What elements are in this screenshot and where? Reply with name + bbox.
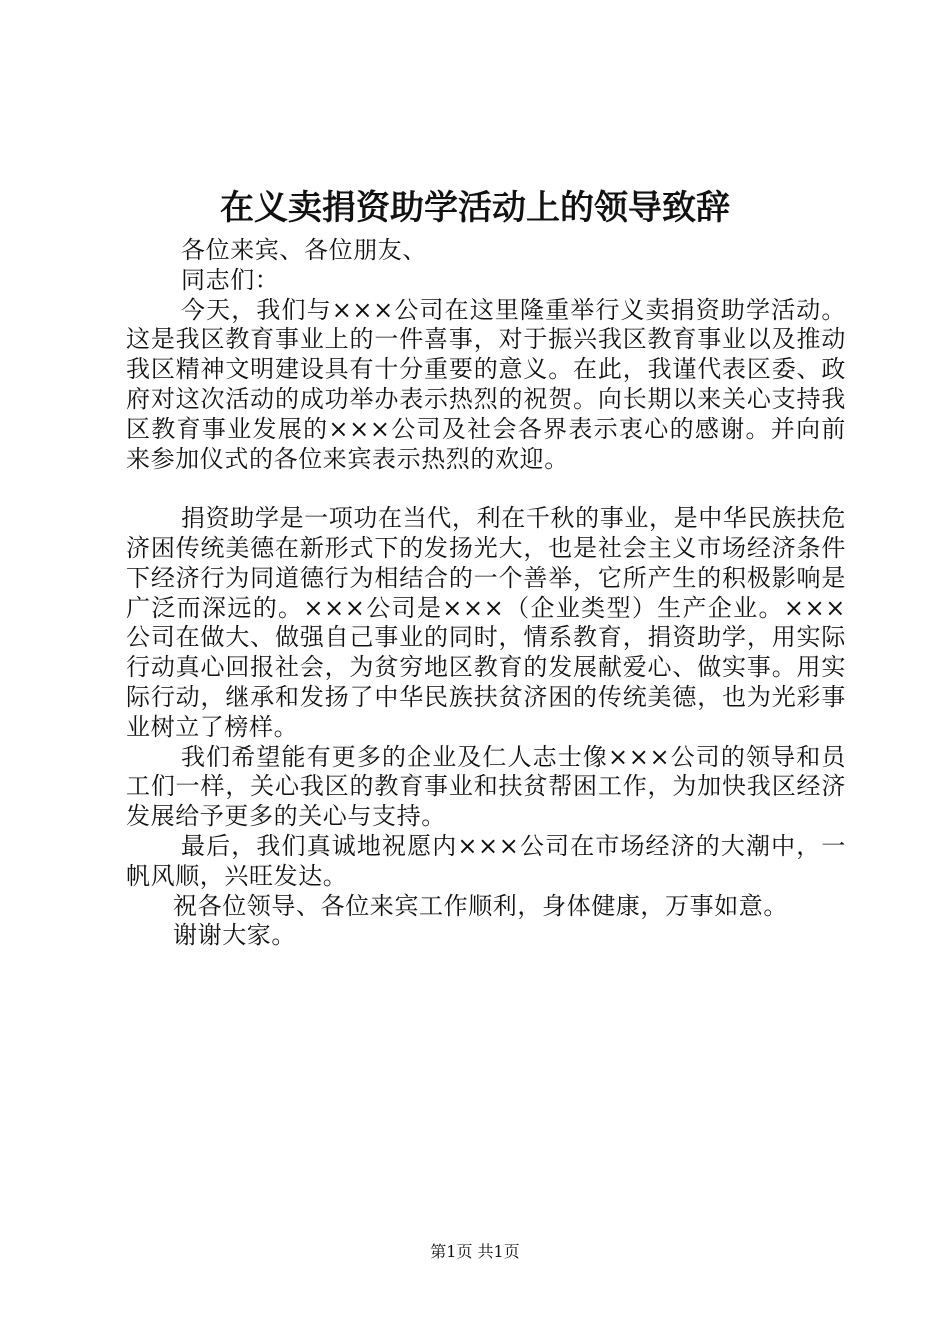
- page-title: 在义卖捐资助学活动上的领导致辞: [220, 188, 730, 228]
- closing-thanks: 谢谢大家。: [173, 921, 296, 950]
- paragraph-donation: 捐资助学是一项功在当代，利在千秋的事业，是中华民族扶危济困传统美德在新形式下的发扬光大，也是社会主义市场经济条件下经济行为同道德行为相结合的一个善举，它所产生的积极影响是广泛而深远的。×××公司是×××（企业类型）生产企业。×××公司在做大、做强自己事业的同时，情系教育，捐资助学，用实际行动真心回报社会，为贫穷地区教育的发展献爱心、做实事。用实际行动，继承和发扬了中华民族扶贫济困的传统美德，也为光彩事业树立了榜样。: [126, 504, 846, 741]
- salutation-line-1: 各位来宾、各位朋友、: [181, 236, 427, 264]
- paragraph-opening: 今天，我们与×××公司在这里隆重举行义卖捐资助学活动。这是我区教育事业上的一件喜事，对于振兴我区教育事业以及推动我区精神文明建设具有十分重要的意义。在此，我谨代表区委、政府对这次活动的成功举办表示热烈的祝贺。向长期以来关心支持我区教育事业发展的×××公司及社会各界表示衷心的感谢。并向前来参加仪式的各位来宾表示热烈的欢迎。: [126, 295, 846, 473]
- closing-blessing: 祝各位领导、各位来宾工作顺利，身体健康，万事如意。: [173, 891, 788, 920]
- page-number-footer: 第1页 共1页: [430, 1242, 520, 1261]
- paragraph-spacer: [126, 474, 846, 504]
- paragraph-hope: 我们希望能有更多的企业及仁人志士像×××公司的领导和员工们一样，关心我区的教育事业和扶贫帮困工作，为加快我区经济发展给予更多的关心与支持。: [126, 742, 846, 831]
- document-body: [126, 236, 846, 951]
- salutation-line-2: 同志们：: [181, 265, 280, 294]
- paragraph-final-wish: 最后，我们真诚地祝愿内×××公司在市场经济的大潮中，一帆风顺，兴旺发达。: [126, 831, 846, 890]
